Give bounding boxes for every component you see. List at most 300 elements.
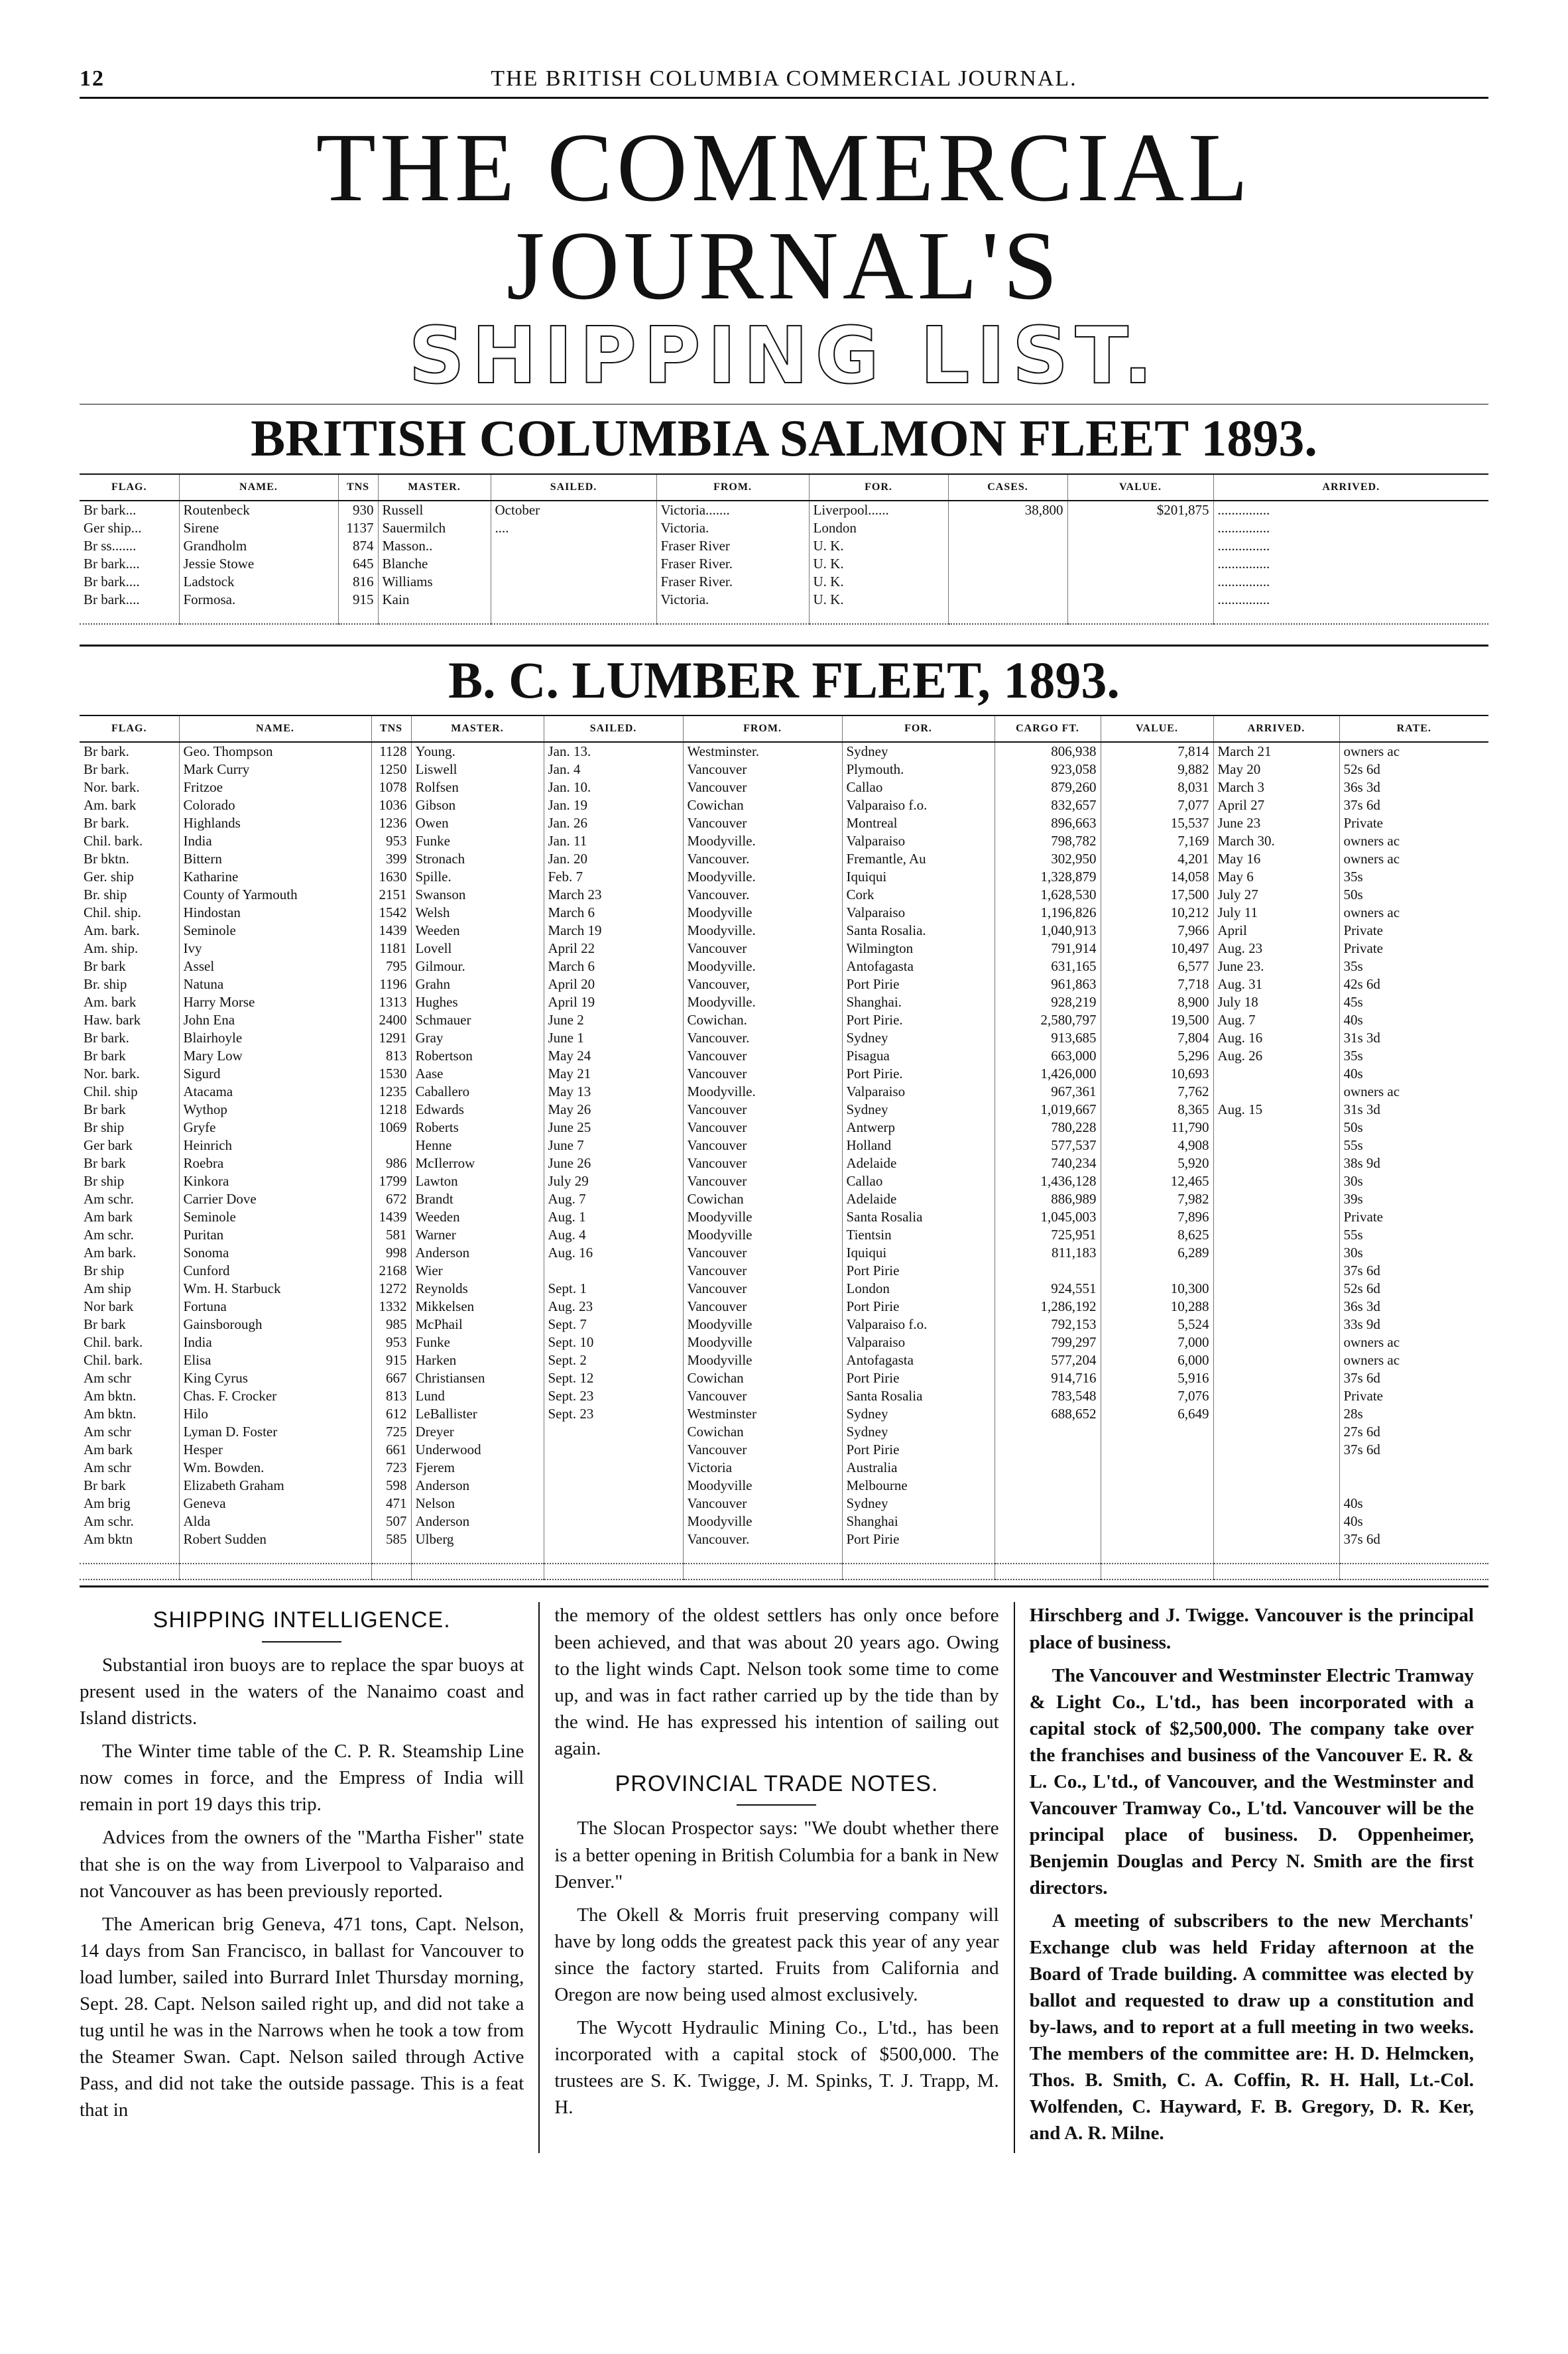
table-cell: 1542 bbox=[371, 904, 411, 922]
table-cell: May 21 bbox=[544, 1065, 683, 1083]
table-row bbox=[80, 1369, 1488, 1387]
table-cell: 7,762 bbox=[1101, 1083, 1213, 1101]
table-cell: 37s 6d bbox=[1339, 1262, 1488, 1280]
table-cell: Port Pirie bbox=[842, 975, 995, 993]
table-cell bbox=[995, 1477, 1101, 1495]
table-cell bbox=[1213, 1333, 1339, 1351]
table-cell: 7,982 bbox=[1101, 1190, 1213, 1208]
table-cell: Victoria bbox=[683, 1459, 842, 1477]
table-cell: owners ac bbox=[1339, 850, 1488, 868]
table-cell: Br bark. bbox=[84, 761, 129, 778]
table-cell: 40s bbox=[1339, 1513, 1488, 1530]
table-cell: owners ac bbox=[1339, 1083, 1488, 1101]
table-cell: Port Pirie bbox=[842, 1530, 995, 1548]
table-row bbox=[80, 761, 1488, 778]
table-cell: 30s bbox=[1339, 1244, 1488, 1262]
table-cell: Fortuna bbox=[179, 1298, 371, 1316]
table-cell: 9,882 bbox=[1101, 761, 1213, 778]
table-cell bbox=[1101, 1513, 1213, 1530]
table-cell: Aase bbox=[411, 1065, 544, 1083]
table-cell: Moodyville bbox=[683, 1208, 842, 1226]
table-cell: 663,000 bbox=[995, 1047, 1101, 1065]
table-cell: Lyman D. Foster bbox=[179, 1423, 371, 1441]
table-cell: Chil. bark. bbox=[84, 1334, 143, 1351]
table-cell: July 11 bbox=[1213, 904, 1339, 922]
table-cell: 10,212 bbox=[1101, 904, 1213, 922]
table-cell: 1630 bbox=[371, 868, 411, 886]
table-cell: June 26 bbox=[544, 1154, 683, 1172]
table-row bbox=[80, 1244, 1488, 1262]
table-cell bbox=[995, 1423, 1101, 1441]
table-cell: Port Pirie bbox=[842, 1369, 995, 1387]
table-cell: June 23. bbox=[1213, 958, 1339, 975]
table-cell: Am bark bbox=[84, 1209, 133, 1225]
table-cell: Vancouver bbox=[683, 1065, 842, 1083]
table-cell: Vancouver bbox=[683, 1154, 842, 1172]
table-cell: Antofagasta bbox=[842, 958, 995, 975]
table-cell: London bbox=[842, 1280, 995, 1298]
table-cell: 10,288 bbox=[1101, 1298, 1213, 1316]
table-cell: March 19 bbox=[544, 922, 683, 940]
table-cell: Haw. bark bbox=[84, 1012, 141, 1028]
table-cell: 52s 6d bbox=[1339, 1280, 1488, 1298]
table-cell: 17,500 bbox=[1101, 886, 1213, 904]
table-cell: June 1 bbox=[544, 1029, 683, 1047]
table-row bbox=[80, 1262, 1488, 1280]
table-cell: Blairhoyle bbox=[179, 1029, 371, 1047]
column-header: FLAG. bbox=[80, 715, 179, 742]
table-cell: 1439 bbox=[371, 1208, 411, 1226]
table-cell bbox=[948, 537, 1067, 555]
table-cell: 792,153 bbox=[995, 1316, 1101, 1333]
table-cell: July 29 bbox=[544, 1172, 683, 1190]
table-cell: Aug. 16 bbox=[1213, 1029, 1339, 1047]
shipping-paragraph: The American brig Geneva, 471 tons, Capt. Nelson, 14 days from San Francisco, in ballast for Vancouver to load lumber, sailed into Burrard Inlet Thursday morning, Sept. 28. Capt. Nelson sailed right up, and did not take a tug until he was in the Narrows when he took a tow from the Steamer Swan. Capt. Nelson sailed through Active Pass, and did not take the outside passage. This is a feat that in bbox=[80, 1913, 524, 2121]
table-cell: Ivy bbox=[179, 940, 371, 958]
table-cell: Vancouver bbox=[683, 1298, 842, 1316]
table-cell: Sydney bbox=[842, 1423, 995, 1441]
table-cell: Vancouver bbox=[683, 761, 842, 778]
table-cell: Russell bbox=[378, 501, 491, 519]
table-cell bbox=[491, 591, 656, 609]
table-cell: Antwerp bbox=[842, 1119, 995, 1137]
trade-heading: PROVINCIAL TRADE NOTES. bbox=[615, 1770, 939, 1796]
table-cell: Shanghai. bbox=[842, 993, 995, 1011]
table-cell: Robert Sudden bbox=[179, 1530, 371, 1548]
table-cell bbox=[1101, 1423, 1213, 1441]
table-cell: ............... bbox=[1213, 537, 1488, 555]
table-cell: Am bark. bbox=[84, 1245, 137, 1261]
table-cell bbox=[995, 1495, 1101, 1513]
table-cell: Kinkora bbox=[179, 1172, 371, 1190]
table-cell: 45s bbox=[1339, 993, 1488, 1011]
table-cell: 832,657 bbox=[995, 796, 1101, 814]
table-cell: Formosa. bbox=[179, 591, 338, 609]
table-cell: 874 bbox=[338, 537, 378, 555]
table-row bbox=[80, 555, 1488, 573]
table-cell: Am. ship. bbox=[84, 940, 139, 957]
table-cell: Ladstock bbox=[179, 573, 338, 591]
table-cell: Moodyville. bbox=[683, 1083, 842, 1101]
table-cell: 5,524 bbox=[1101, 1316, 1213, 1333]
table-cell: Weeden bbox=[411, 1208, 544, 1226]
table-cell: Santa Rosalia. bbox=[842, 922, 995, 940]
table-row bbox=[80, 850, 1488, 868]
table-cell: Am. bark. bbox=[84, 922, 140, 939]
table-row bbox=[80, 1029, 1488, 1047]
table-cell: ............... bbox=[1213, 519, 1488, 537]
lumber-fleet-heading: B. C. LUMBER FLEET, 1893. bbox=[448, 650, 1120, 709]
table-cell: May 13 bbox=[544, 1083, 683, 1101]
table-cell: Puritan bbox=[179, 1226, 371, 1244]
table-cell: Westminster bbox=[683, 1405, 842, 1423]
table-cell: Jan. 19 bbox=[544, 796, 683, 814]
table-cell: 38s 9d bbox=[1339, 1154, 1488, 1172]
salmon-fleet-table bbox=[80, 473, 1488, 625]
table-cell: 40s bbox=[1339, 1495, 1488, 1513]
table-cell: 471 bbox=[371, 1495, 411, 1513]
table-cell: Callao bbox=[842, 778, 995, 796]
table-cell: 813 bbox=[371, 1387, 411, 1405]
table-row bbox=[80, 573, 1488, 591]
table-cell: 1181 bbox=[371, 940, 411, 958]
table-cell: Robertson bbox=[411, 1047, 544, 1065]
table-row bbox=[80, 1011, 1488, 1029]
table-cell: Young. bbox=[411, 742, 544, 761]
table-cell: Mary Low bbox=[179, 1047, 371, 1065]
table-cell: 740,234 bbox=[995, 1154, 1101, 1172]
table-cell bbox=[1339, 1459, 1488, 1477]
table-cell: India bbox=[179, 832, 371, 850]
table-row bbox=[80, 1172, 1488, 1190]
table-cell: Chas. F. Crocker bbox=[179, 1387, 371, 1405]
table-cell: 914,716 bbox=[995, 1369, 1101, 1387]
table-cell: Jan. 11 bbox=[544, 832, 683, 850]
table-cell: 930 bbox=[338, 501, 378, 519]
column-header: CARGO FT. bbox=[995, 715, 1101, 742]
table-cell bbox=[995, 1513, 1101, 1530]
table-cell: Valparaiso bbox=[842, 904, 995, 922]
table-cell: Vancouver bbox=[683, 1441, 842, 1459]
table-cell bbox=[995, 1530, 1101, 1548]
table-cell: 953 bbox=[371, 1333, 411, 1351]
table-cell: Sydney bbox=[842, 1405, 995, 1423]
table-cell: Am schr. bbox=[84, 1513, 134, 1530]
table-cell: Gilmour. bbox=[411, 958, 544, 975]
table-cell: Br. ship bbox=[84, 976, 127, 993]
table-cell: Grandholm bbox=[179, 537, 338, 555]
table-cell: Gibson bbox=[411, 796, 544, 814]
table-cell: Vancouver bbox=[683, 1495, 842, 1513]
table-cell: Alda bbox=[179, 1513, 371, 1530]
table-cell: 6,000 bbox=[1101, 1351, 1213, 1369]
table-cell: Private bbox=[1339, 814, 1488, 832]
table-cell: Valparaiso f.o. bbox=[842, 796, 995, 814]
table-cell bbox=[1213, 1423, 1339, 1441]
table-cell: Funke bbox=[411, 1333, 544, 1351]
table-cell: Aug. 1 bbox=[544, 1208, 683, 1226]
table-cell: Routenbeck bbox=[179, 501, 338, 519]
table-cell bbox=[1213, 1387, 1339, 1405]
table-cell: 37s 6d bbox=[1339, 1441, 1488, 1459]
table-cell: Jessie Stowe bbox=[179, 555, 338, 573]
table-cell bbox=[544, 1441, 683, 1459]
table-row bbox=[80, 537, 1488, 555]
table-cell: Aug. 26 bbox=[1213, 1047, 1339, 1065]
table-cell: 581 bbox=[371, 1226, 411, 1244]
table-cell: Kain bbox=[378, 591, 491, 609]
table-cell: Am. bark bbox=[84, 994, 137, 1011]
table-row bbox=[80, 742, 1488, 761]
table-cell: Assel bbox=[179, 958, 371, 975]
table-cell: Hindostan bbox=[179, 904, 371, 922]
table-cell: Br bark. bbox=[84, 743, 129, 760]
table-cell bbox=[1101, 1459, 1213, 1477]
table-cell: Vancouver bbox=[683, 814, 842, 832]
table-row bbox=[80, 778, 1488, 796]
notes-paragraph: The Vancouver and Westminster Electric Tramway & Light Co., L'td., has been incorporated with a capital stock of $2,500,000. The company take over the franchises and business of the Vancouver E. R. & L. Co., L'td., of Vancouver, and the Westminster and Vancouver Tramway Co., L'td. Vancouver will be the principal place of business. D. Oppenheimer, Benjemin Douglas and Percy N. Smith are the first directors. bbox=[1029, 1664, 1474, 1898]
table-row bbox=[80, 832, 1488, 850]
table-cell bbox=[1213, 1244, 1339, 1262]
table-cell: Br ship bbox=[84, 1173, 125, 1190]
table-cell: 879,260 bbox=[995, 778, 1101, 796]
blank-row bbox=[80, 609, 1488, 624]
table-cell: ............... bbox=[1213, 555, 1488, 573]
table-cell: India bbox=[179, 1333, 371, 1351]
table-cell: 1530 bbox=[371, 1065, 411, 1083]
table-cell: Valparaiso bbox=[842, 1333, 995, 1351]
table-cell: Reynolds bbox=[411, 1280, 544, 1298]
table-cell: 1236 bbox=[371, 814, 411, 832]
table-cell: Sydney bbox=[842, 1495, 995, 1513]
table-cell: Callao bbox=[842, 1172, 995, 1190]
column-header: ARRIVED. bbox=[1213, 715, 1339, 742]
table-cell: Br bark.... bbox=[84, 591, 140, 607]
table-cell: June 25 bbox=[544, 1119, 683, 1137]
table-cell: Sept. 1 bbox=[544, 1280, 683, 1298]
table-cell: 688,652 bbox=[995, 1405, 1101, 1423]
table-cell: Wythop bbox=[179, 1101, 371, 1119]
table-row bbox=[80, 958, 1488, 975]
table-cell: April bbox=[1213, 922, 1339, 940]
table-cell: U. K. bbox=[809, 537, 948, 555]
table-cell: Nor. bark. bbox=[84, 779, 140, 796]
table-cell: April 27 bbox=[1213, 796, 1339, 814]
table-row bbox=[80, 501, 1488, 519]
table-row bbox=[80, 1119, 1488, 1137]
table-cell: 35s bbox=[1339, 1047, 1488, 1065]
table-cell: $201,875 bbox=[1067, 501, 1213, 519]
continued-paragraph: the memory of the oldest settlers has only once before been achieved, and that was about 20 years ago. Owing to the light winds Capt. Nelson took some time to come up, and was in fact rather carried up by the tide than by the wind. He has expressed his intention of sailing out again. bbox=[554, 1605, 999, 1759]
table-cell: ............... bbox=[1213, 591, 1488, 609]
table-cell: 10,497 bbox=[1101, 940, 1213, 958]
table-cell: 7,077 bbox=[1101, 796, 1213, 814]
table-cell: Wilmington bbox=[842, 940, 995, 958]
table-cell bbox=[995, 1441, 1101, 1459]
table-cell: 896,663 bbox=[995, 814, 1101, 832]
table-cell: Highlands bbox=[179, 814, 371, 832]
table-cell: 886,989 bbox=[995, 1190, 1101, 1208]
table-cell: 50s bbox=[1339, 886, 1488, 904]
table-cell bbox=[1213, 1065, 1339, 1083]
table-cell: Private bbox=[1339, 922, 1488, 940]
table-cell bbox=[544, 1477, 683, 1495]
table-cell: Br bark bbox=[84, 1101, 126, 1118]
table-cell: Caballero bbox=[411, 1083, 544, 1101]
table-cell: Santa Rosalia bbox=[842, 1208, 995, 1226]
table-cell: Vancouver bbox=[683, 1262, 842, 1280]
table-row bbox=[80, 1423, 1488, 1441]
table-row bbox=[80, 904, 1488, 922]
table-cell: Br ship bbox=[84, 1119, 125, 1136]
table-cell bbox=[1101, 1441, 1213, 1459]
table-cell bbox=[995, 1459, 1101, 1477]
table-cell: 36s 3d bbox=[1339, 1298, 1488, 1316]
table-cell: 2151 bbox=[371, 886, 411, 904]
table-cell: Vancouver bbox=[683, 1101, 842, 1119]
table-cell: April 22 bbox=[544, 940, 683, 958]
table-cell: Jan. 13. bbox=[544, 742, 683, 761]
table-cell: Am schr. bbox=[84, 1191, 134, 1208]
table-cell bbox=[544, 1459, 683, 1477]
table-cell: 923,058 bbox=[995, 761, 1101, 778]
table-cell: 1,436,128 bbox=[995, 1172, 1101, 1190]
table-cell: 2168 bbox=[371, 1262, 411, 1280]
column-header: FOR. bbox=[842, 715, 995, 742]
table-cell: 37s 6d bbox=[1339, 1369, 1488, 1387]
table-cell: Vancouver bbox=[683, 1172, 842, 1190]
table-cell: June 7 bbox=[544, 1137, 683, 1154]
table-cell bbox=[544, 1423, 683, 1441]
table-cell: Vancouver. bbox=[683, 1029, 842, 1047]
table-cell: Sept. 23 bbox=[544, 1405, 683, 1423]
table-cell: 1,040,913 bbox=[995, 922, 1101, 940]
table-cell: 811,183 bbox=[995, 1244, 1101, 1262]
table-row bbox=[80, 1101, 1488, 1119]
table-cell: Br bark.... bbox=[84, 573, 140, 589]
table-cell: 1,019,667 bbox=[995, 1101, 1101, 1119]
table-cell: Victoria. bbox=[656, 519, 809, 537]
table-cell: 1,045,003 bbox=[995, 1208, 1101, 1226]
table-cell: Henne bbox=[411, 1137, 544, 1154]
table-cell: 7,076 bbox=[1101, 1387, 1213, 1405]
table-cell: Australia bbox=[842, 1459, 995, 1477]
table-cell bbox=[1339, 1477, 1488, 1495]
table-cell: Br bark. bbox=[84, 815, 129, 832]
table-cell: Williams bbox=[378, 573, 491, 591]
table-cell: Moodyville bbox=[683, 1226, 842, 1244]
table-cell: Natuna bbox=[179, 975, 371, 993]
table-cell: Moodyville bbox=[683, 1477, 842, 1495]
column-notes bbox=[1014, 1602, 1488, 2152]
table-cell: U. K. bbox=[809, 591, 948, 609]
table-cell: Am. bark bbox=[84, 797, 137, 814]
table-cell: March 6 bbox=[544, 904, 683, 922]
table-cell: Cork bbox=[842, 886, 995, 904]
table-cell: Fraser River bbox=[656, 537, 809, 555]
table-cell: King Cyrus bbox=[179, 1369, 371, 1387]
table-row bbox=[80, 868, 1488, 886]
table-cell: May 26 bbox=[544, 1101, 683, 1119]
table-cell: 1250 bbox=[371, 761, 411, 778]
table-cell: 19,500 bbox=[1101, 1011, 1213, 1029]
table-cell: Br bark bbox=[84, 1048, 126, 1064]
table-cell: 40s bbox=[1339, 1065, 1488, 1083]
table-cell bbox=[1067, 573, 1213, 591]
table-cell: 1196 bbox=[371, 975, 411, 993]
table-cell: Vancouver bbox=[683, 778, 842, 796]
table-cell: Br bark... bbox=[84, 501, 137, 518]
table-cell: 1291 bbox=[371, 1029, 411, 1047]
table-cell: Adelaide bbox=[842, 1190, 995, 1208]
table-cell: 967,361 bbox=[995, 1083, 1101, 1101]
table-cell bbox=[1067, 591, 1213, 609]
table-cell: Vancouver bbox=[683, 1119, 842, 1137]
column-header: FROM. bbox=[656, 474, 809, 501]
table-cell bbox=[544, 1513, 683, 1530]
table-cell: 8,900 bbox=[1101, 993, 1213, 1011]
table-cell: Aug. 4 bbox=[544, 1226, 683, 1244]
trade-paragraph: The Wycott Hydraulic Mining Co., L'td., has been incorporated with a capital stock of $500,000. The trustees are S. K. Twigge, J. M. Spinks, T. J. Trapp, M. H. bbox=[554, 2016, 999, 2118]
table-cell: Gainsborough bbox=[179, 1316, 371, 1333]
blank-row bbox=[80, 1548, 1488, 1564]
table-cell: Pisagua bbox=[842, 1047, 995, 1065]
table-cell bbox=[1213, 1262, 1339, 1280]
table-cell: Nelson bbox=[411, 1495, 544, 1513]
table-cell: Aug. 7 bbox=[544, 1190, 683, 1208]
table-cell: 598 bbox=[371, 1477, 411, 1495]
table-cell bbox=[544, 1530, 683, 1548]
table-cell: Jan. 4 bbox=[544, 761, 683, 778]
table-cell: Valparaiso bbox=[842, 1083, 995, 1101]
table-cell: 928,219 bbox=[995, 993, 1101, 1011]
table-cell: LeBallister bbox=[411, 1405, 544, 1423]
table-cell: 302,950 bbox=[995, 850, 1101, 868]
table-cell: Moodyville bbox=[683, 1513, 842, 1530]
table-row bbox=[80, 940, 1488, 958]
table-cell bbox=[1067, 519, 1213, 537]
table-cell: Atacama bbox=[179, 1083, 371, 1101]
table-cell: Tientsin bbox=[842, 1226, 995, 1244]
table-cell: Elisa bbox=[179, 1351, 371, 1369]
table-cell: Private bbox=[1339, 940, 1488, 958]
table-cell bbox=[371, 1137, 411, 1154]
newspaper-page bbox=[80, 66, 1488, 2153]
table-cell: 11,790 bbox=[1101, 1119, 1213, 1137]
table-cell: Wier bbox=[411, 1262, 544, 1280]
table-row bbox=[80, 1530, 1488, 1548]
table-cell: 10,300 bbox=[1101, 1280, 1213, 1298]
table-cell: Blanche bbox=[378, 555, 491, 573]
table-cell: 1128 bbox=[371, 742, 411, 761]
table-cell: 55s bbox=[1339, 1137, 1488, 1154]
column-header: CASES. bbox=[948, 474, 1067, 501]
table-cell bbox=[1213, 1083, 1339, 1101]
table-cell: Moodyville bbox=[683, 904, 842, 922]
table-cell bbox=[491, 537, 656, 555]
table-cell: Holland bbox=[842, 1137, 995, 1154]
table-cell: 12,465 bbox=[1101, 1172, 1213, 1190]
table-row bbox=[80, 1351, 1488, 1369]
table-cell: Gray bbox=[411, 1029, 544, 1047]
table-cell: 5,920 bbox=[1101, 1154, 1213, 1172]
table-cell: Lovell bbox=[411, 940, 544, 958]
table-cell: 1,328,879 bbox=[995, 868, 1101, 886]
table-row bbox=[80, 1316, 1488, 1333]
table-cell: Chil. bark. bbox=[84, 833, 143, 849]
table-cell: Sydney bbox=[842, 1101, 995, 1119]
table-cell bbox=[1213, 1459, 1339, 1477]
